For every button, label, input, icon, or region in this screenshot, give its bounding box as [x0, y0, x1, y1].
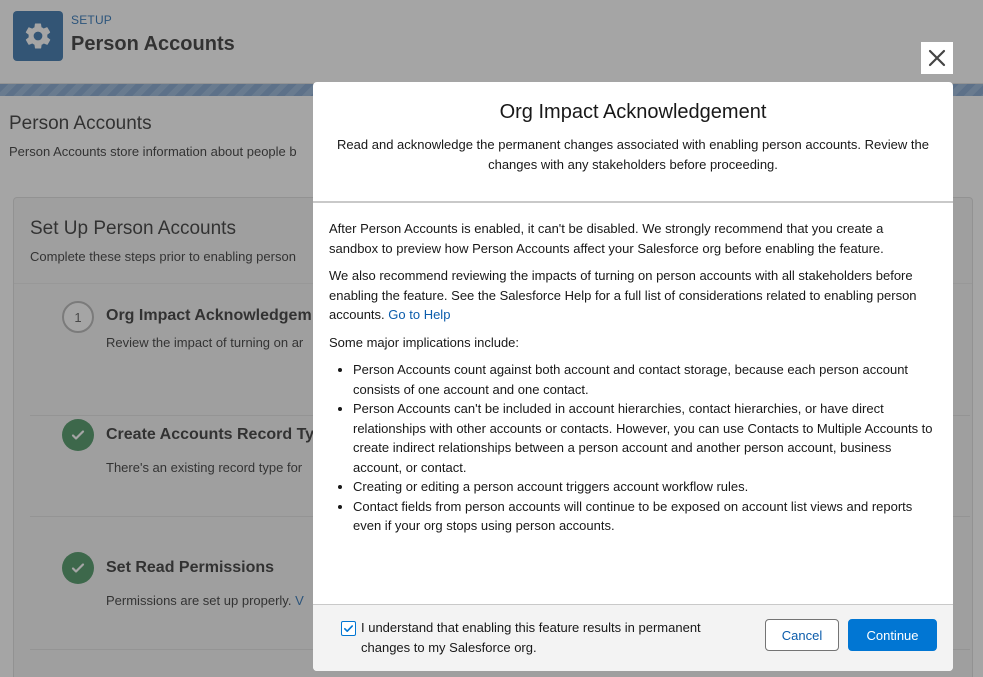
recommendation-text: We also recommend reviewing the impacts of turning on person accounts with all stakeholders before enabling the feature. See the Salesforce Help for a full list of considerations related to enabling person accounts.: [329, 268, 917, 322]
close-modal-button[interactable]: [921, 42, 953, 74]
modal-tagline: Read and acknowledge the permanent changes associated with enabling person accounts. Review the changes with any stakeholders before proceeding.: [337, 137, 929, 172]
close-icon: [928, 49, 946, 67]
go-to-help-link[interactable]: Go to Help: [388, 307, 451, 322]
list-item: • Person Accounts can't be included in account hierarchies, contact hierarchies, or have direct relationships with other accounts or contacts. However, you can use Contacts to Multiple Accounts to create indirect relationships between a person account and another person account, business account, or contact.: [353, 399, 935, 477]
acknowledge-label[interactable]: I understand that enabling this feature results in permanent changes to my Salesforce org.: [361, 620, 701, 655]
modal-footer: [313, 604, 953, 671]
implications-intro: Some major implications include:: [329, 334, 520, 350]
recommendation-paragraph: [329, 266, 935, 325]
modal-title: Org Impact Acknowledgement: [499, 101, 767, 123]
list-item: • Person Accounts count against both account and contact storage, because each person account consists of one account and one contact.: [353, 360, 935, 399]
intro-paragraph: After Person Accounts is enabled, it can't be disabled. We strongly recommend that you create a sandbox to preview how Person Accounts affect your Salesforce org before enabling the feature.: [329, 221, 884, 256]
list-item: • Contact fields from person accounts will continue to be exposed on account list views and reports even if your org stops using person accounts.: [353, 497, 935, 536]
implications-list: [329, 360, 935, 536]
modal-header: [313, 82, 953, 203]
list-item: • Creating or editing a person account triggers account workflow rules.: [353, 477, 935, 497]
modal-content: [329, 219, 935, 536]
checkmark-icon: [343, 623, 354, 634]
acknowledge-checkbox[interactable]: [341, 621, 356, 636]
org-impact-modal: [313, 82, 953, 671]
continue-button[interactable]: Continue: [848, 619, 937, 651]
cancel-button[interactable]: Cancel: [765, 619, 839, 651]
